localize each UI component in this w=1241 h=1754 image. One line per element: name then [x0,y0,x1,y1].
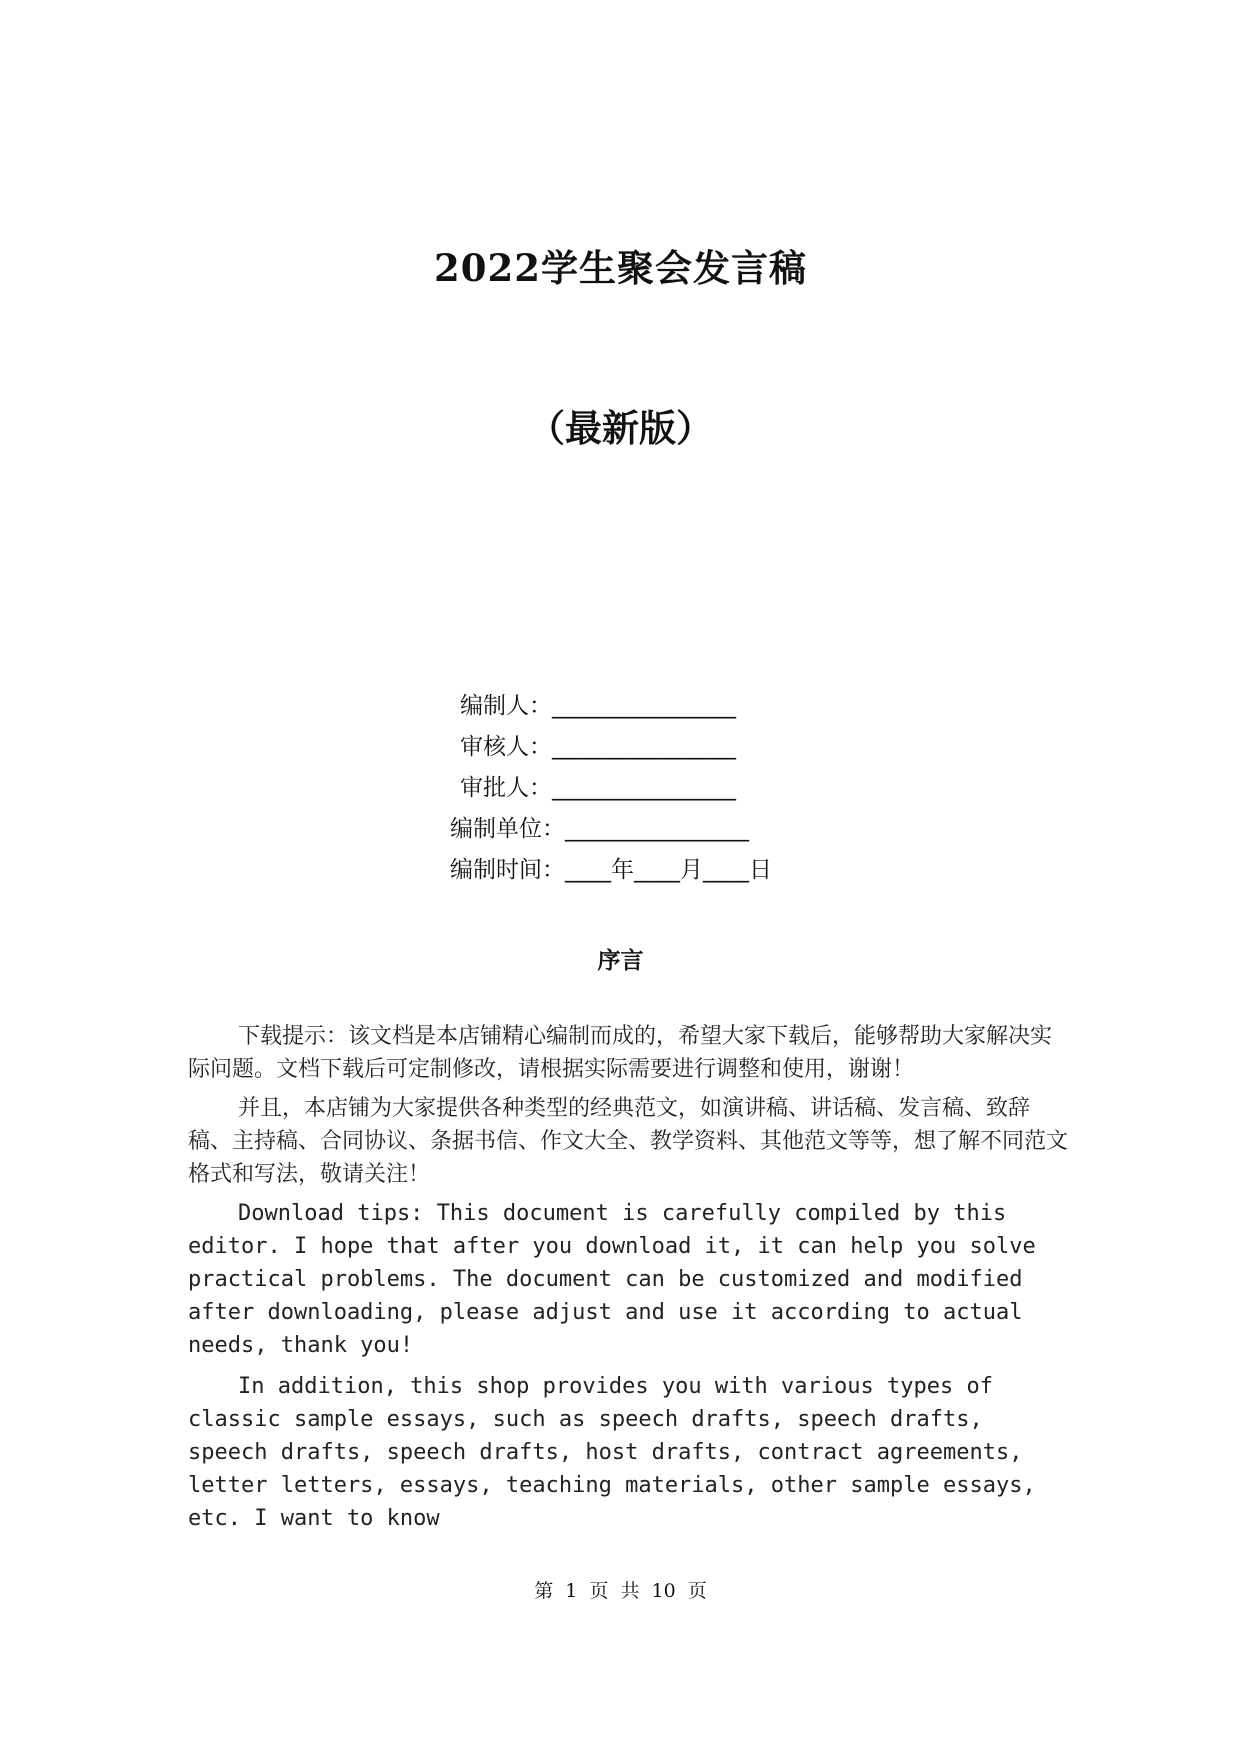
preface-body [188,1020,1068,1535]
sig-label: 编制时间： [450,857,565,883]
sig-line: ____年____月____日 [565,857,772,883]
sig-label: 审核人： [460,734,552,760]
preface-paragraph-cn-1: 下载提示：该文档是本店铺精心编制而成的，希望大家下载后，能够帮助大家解决实际问题。文档下载后可定制修改，请根据实际需要进行调整和使用，谢谢！ [188,1024,1053,1082]
sig-row-compiler [440,686,860,727]
sig-line: ________________ [565,816,749,842]
document-title: 2022学生聚会发言稿 [434,246,807,290]
preface-paragraph-en-1: Download tips: This document is carefully compiled by this editor. I hope that after you download it, it can help you solve practical problems. The document can be customized and modified after downloading, please adjust and use it according to actual needs, thank you! [188,1201,1036,1358]
sig-row-approver [440,768,860,809]
sig-line: ________________ [552,734,736,760]
preface-paragraph-cn-2: 并且，本店铺为大家提供各种类型的经典范文，如演讲稿、讲话稿、发言稿、致辞稿、主持稿、合同协议、条据书信、作文大全、教学资料、其他范文等等，想了解不同范文格式和写法，敬请关注！ [188,1096,1069,1187]
sig-label: 编制单位： [450,816,565,842]
signature-block [440,686,860,891]
page-number: 第 1 页 共 10 页 [534,1580,707,1602]
sig-line: ________________ [552,775,736,801]
sig-label: 审批人： [460,775,552,801]
preface-paragraph-en-2: In addition, this shop provides you with various types of classic sample essays, such as speech drafts, speech drafts, speech drafts, speech drafts, host drafts, contract agreements, letter letters, essays, teaching materials, other sample essays, etc. I want to know [188,1374,1036,1531]
sig-row-unit [440,809,860,850]
sig-row-reviewer [440,727,860,768]
sig-row-date [440,850,860,891]
preface-heading: 序言 [597,948,644,974]
sig-line: ________________ [552,693,736,719]
sig-label: 编制人： [460,693,552,719]
document-subtitle: （最新版） [528,406,713,450]
